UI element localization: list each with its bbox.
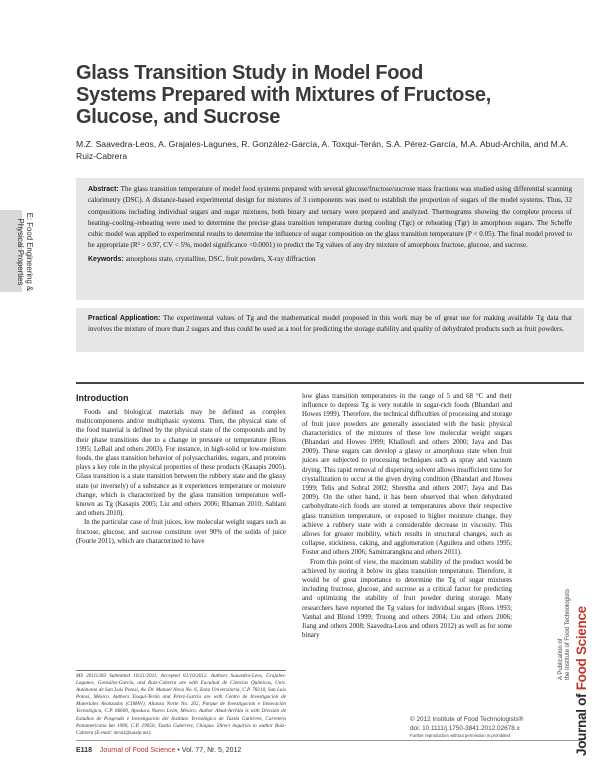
footnote-divider: [76, 670, 286, 671]
journal-logo: [542, 520, 592, 758]
intro-paragraph-3: low glass transition temperatures in the range of 5 and 68 °C and their influence to depress Tg is very notable in sugar-rich foods (Bhandari and Howes 1999). Therefore, the technical difficulties of processing and storage of fruit juice powders are generally associated with the basic physical characteristics of the mixtures of these low molecular weight sugars (Bhandari and Howes 1999; Khalloufi and others 2000; Jaya and Das 2009). These sugars can develop a glassy or amorphous state when fruit juices are subjected to processing techniques such as spray and vacuum drying. This rapid removal of dispersing solvent allows insufficient time for crystallization to occur at the given drying condition (Bhandari and Howes 1999; Telis and Sobral 2002; Shrestha and others 2007; Jaya and Das 2009). On the other hand, it has been observed that when dehydrated carbohydrate-rich foods are stored at temperatures above their respective glass transition temperature, or exposed to higher moisture change, they achieve a rubbery state with a considerable decrease in viscosity. This allows for greater mobility, which results in structural changes, such as collapse, stickiness, caking, and agglomeration (Aguilera and others 1995; Foster and others 2006; Samitrarangkna and others 2011).: [302, 393, 512, 557]
copyright-line: © 2012 Institute of Food Technologists®: [410, 716, 524, 723]
practical-text: The experimental values of Tg and the mathematical model proposed in this work may be of great use for making available Tg data that involves the mixture of more than 2 sugars and thus could be used as a tool for predicting the storage stability and quality of dehydrated products such as fruit powders.: [88, 314, 572, 333]
reproduction-notice: Further reproduction without permission is prohibited: [410, 733, 511, 738]
author-footnote: MS 20111283 Submitted 10/21/2011, Accepted 02/10/2012. Authors Saavedra-Leos, Grajales-Lagunes, González-García, and Ruiz-Cabrera are with Facultad de Ciencias Químicas, Univ. Autónoma de San Luis Potosí, Av. Dr. Manuel Nava No. 6, Zona Universitaria, C.P. 78210, San Luis Potosí, México. Authors Toxqui-Terán and Pérez-García are with Centro de Investigación de Materiales Avanzados (CIMAV), Alianza Norte No. 202, Parque de Investigación e Innovación Tecnológica, C.P. 66600, Apodaca Nuevo León, México. Author Abud-Archila is with División de Estudios de Posgrado e Investigación del Instituto Tecnológico de Tuxtla Gutiérrez, Carretera Panamericana km 1080, C.P. 29050, Tuxtla Gutiérrez, Chiapas. Direct inquiries to author Ruiz-Cabrera (E-mail: mruiz@uaslp.mx).: [76, 673, 286, 736]
keywords-line: [88, 254, 572, 265]
footer-divider: [76, 740, 582, 741]
left-column: [76, 392, 286, 546]
keywords-text: amorphous state, crystalline, DSC, fruit powders, X-ray diffraction: [125, 254, 316, 263]
practical-label: Practical Application:: [88, 315, 161, 322]
logo-publication-line-1: A Publication of: [558, 638, 564, 680]
author-list: M.Z. Saavedra-Leos, A. Grajales-Lagunes, R. González-García, A. Toxqui-Terán, S.A. Pérez-García, M.A. Abud-Archila, and M.A. Ruiz-Cabrera: [76, 139, 569, 161]
page-footer: E118 Journal of Food Science • Vol. 77, Nr. 5, 2012: [76, 747, 242, 754]
practical-application-box: [76, 308, 584, 352]
intro-paragraph-4: From this point of view, the maximum stability of the product would be achieved by storing it below its glass transition temperature. Therefore, it would be of great importance to determine the Tg of sugar mixtures including fructose, glucose, and sucrose as a critical factor for predicting and optimizing the stability of fruit powder during storage. Many researchers have reported the Tg values for individual sugars (Roos 1993; Vanhal and Blond 1999; Truong and others 2004; Liu and others 2006; Jiang and others 2008; Saavedra-Leos and others 2012) as well as for some binary: [302, 558, 512, 640]
introduction-heading: Introduction: [76, 393, 129, 403]
section-divider: [76, 382, 584, 384]
journal-name: Journal of Food Science: [99, 747, 176, 754]
abstract-label: Abstract:: [88, 186, 119, 193]
keywords-label: Keywords:: [88, 255, 124, 263]
doi-line: doi: 10.1111/j.1750-3841.2012.02678.x: [410, 724, 520, 732]
logo-journal-name: Journal of Food Science: [574, 606, 589, 756]
right-column: [302, 392, 512, 640]
section-tab-label: E: Food Engineering & Physical Properties: [16, 212, 34, 292]
volume-info: Vol. 77, Nr. 5, 2012: [181, 747, 242, 754]
page-number: E118: [76, 747, 92, 754]
abstract-paragraph: [88, 184, 572, 252]
abstract-text: The glass transition temperature of model food systems prepared with several glucose/fructose/sucrose mass fractions was studied using differential scanning calorimetry (DSC). A distance-based experimental design for mixtures of 3 components was used to establish the proportion of sugars of the model systems. Thus, 32 compositions including individual sugars and sugar mixtures, both binary and ternary were prepared and analyzed. Thermograms showing the complete process of heating–cooling–reheating were used to determine the precise glass transition temperature during cooling (Tgc) or reheating (Tgr) in amorphous sugars. The Scheffe cubic model was applied to experimental results to determine the influence of sugar composition on the glass transition temperature (P < 0.05). The final model proved to be appropriate (R² > 0.97, CV < 5%, model significance <0.0001) to predict the Tg values of any dry mixture of amorphous fructose, glucose, and sucrose.: [88, 185, 572, 250]
intro-paragraph-1: Foods and biological materials may be defined as complex multicomponents and/or multiphasic systems. Then, the physical state of the food material is defined by the physical state of the compounds and by their phase transitions due to a change in pressure or temperature (Roos 1995; LeBail and others 2003). For instance, in high-solid or low-moisture foods, the glass transition behavior of polysaccharides, sugars, and proteins plays a key role in the physical properties of these products (Kasapis 2005). Glass transition is a state transition between the rubbery state and the glassy state (or inversely) of a substance as it experiences temperature or moisture change, which is characterized by the glass transition temperature well-known as Tg (Kasapis 2005; Liu and others 2006; Rhaman 2010; Sablani and others 2010).: [76, 409, 286, 518]
article-title: Glass Transition Study in Model Food Systems Prepared with Mixtures of Fructose, Glucose, and Sucrose: [76, 62, 492, 128]
logo-publication-line-2: the Institute of Food Technologists: [565, 589, 571, 680]
abstract-box: [76, 178, 584, 300]
intro-paragraph-2: In the particular case of fruit juices, low molecular weight sugars such as fructose, glucose, and sucrose constitute over 90% of the solids of juice (Fourie 2011), which are characterized to have: [76, 519, 286, 545]
